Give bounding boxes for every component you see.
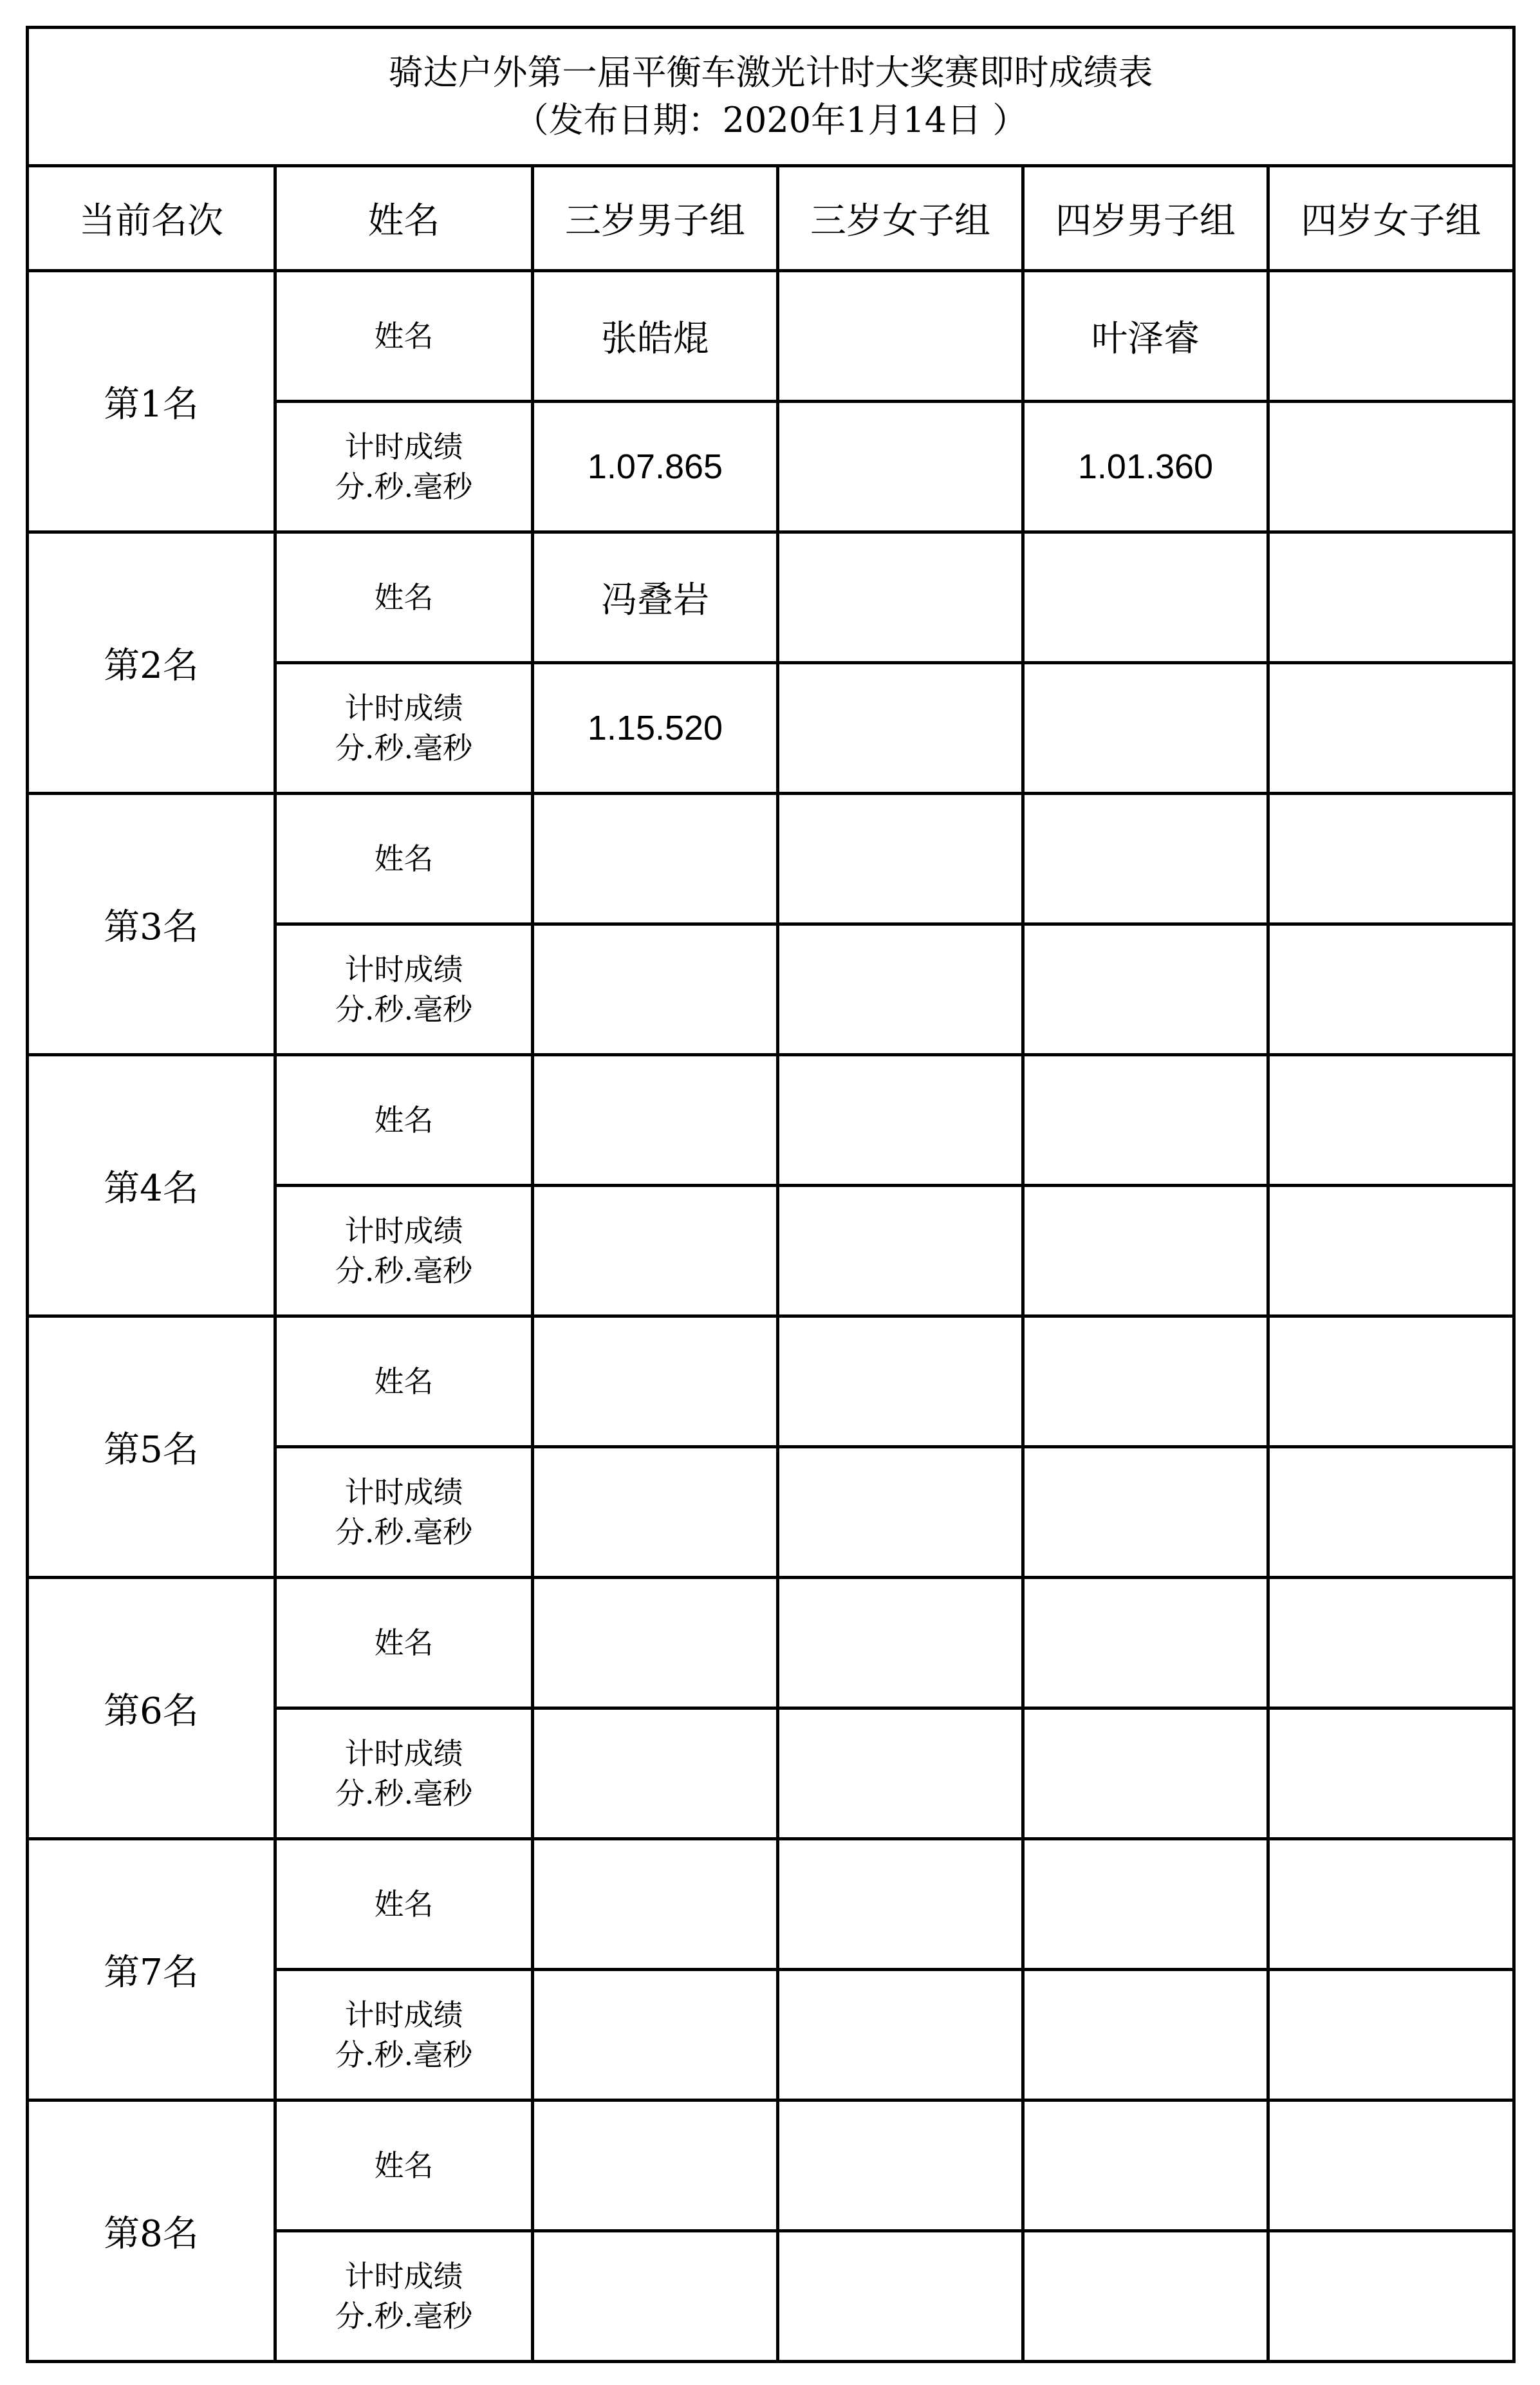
- name-cell: [533, 1055, 778, 1186]
- name-label: 姓名: [275, 1578, 533, 1708]
- time-label: [275, 1970, 533, 2100]
- time-cell: 1.01.360: [1023, 402, 1268, 532]
- time-label-line2: 分.秒.毫秒: [335, 1253, 473, 1288]
- time-cell: [1268, 663, 1514, 794]
- time-cell: [1268, 924, 1514, 1055]
- time-label-line2: 分.秒.毫秒: [335, 992, 473, 1027]
- title-cell: [28, 28, 1514, 166]
- name-cell: [533, 1839, 778, 1970]
- rank-cell: 第4名: [28, 1055, 275, 1316]
- time-cell: [533, 1447, 778, 1578]
- title-row: [28, 28, 1514, 166]
- rank-cell: 第7名: [28, 1839, 275, 2100]
- name-cell: [1268, 1578, 1514, 1708]
- name-cell: [533, 2100, 778, 2231]
- time-cell: [1023, 1186, 1268, 1316]
- header-row: [28, 166, 1514, 271]
- name-cell: [1023, 2100, 1268, 2231]
- time-cell: [533, 1708, 778, 1839]
- name-cell: [533, 794, 778, 924]
- header-3yr-boys: 三岁男子组: [533, 166, 778, 271]
- name-cell: [1268, 794, 1514, 924]
- rank-name-row: [28, 2100, 1514, 2231]
- name-cell: [1268, 1055, 1514, 1186]
- time-cell: [1268, 1186, 1514, 1316]
- name-label: 姓名: [275, 1055, 533, 1186]
- time-label-line2: 分.秒.毫秒: [335, 1776, 473, 1811]
- time-cell: 1.07.865: [533, 402, 778, 532]
- time-label-line1: 计时成绩: [344, 1475, 463, 1510]
- time-cell: [1268, 1708, 1514, 1839]
- time-label-line1: 计时成绩: [344, 1997, 463, 2032]
- time-label: [275, 1447, 533, 1578]
- time-cell: [533, 924, 778, 1055]
- time-label-line1: 计时成绩: [344, 691, 463, 725]
- time-cell: [1268, 402, 1514, 532]
- time-label: [275, 663, 533, 794]
- time-label-line1: 计时成绩: [344, 2259, 463, 2294]
- rank-cell: 第5名: [28, 1316, 275, 1578]
- header-rank: 当前名次: [28, 166, 275, 271]
- name-cell: [778, 1578, 1023, 1708]
- name-cell: [778, 2100, 1023, 2231]
- time-cell: 1.15.520: [533, 663, 778, 794]
- time-cell: [533, 2231, 778, 2362]
- name-label: 姓名: [275, 271, 533, 402]
- name-cell: [1023, 794, 1268, 924]
- time-cell: [778, 2231, 1023, 2362]
- name-cell: [1023, 1839, 1268, 1970]
- name-cell: [778, 532, 1023, 663]
- rank-name-row: [28, 532, 1514, 663]
- results-table: [26, 26, 1516, 2363]
- rank-name-row: [28, 1578, 1514, 1708]
- rank-cell: 第8名: [28, 2100, 275, 2362]
- time-cell: [778, 402, 1023, 532]
- time-label-line1: 计时成绩: [344, 429, 463, 464]
- publish-date: （发布日期：2020年1月14日 ）: [514, 100, 1028, 140]
- rank-name-row: [28, 1316, 1514, 1447]
- name-cell: [1023, 1055, 1268, 1186]
- name-cell: 叶泽睿: [1023, 271, 1268, 402]
- name-cell: [533, 1578, 778, 1708]
- rank-name-row: [28, 1055, 1514, 1186]
- time-label-line2: 分.秒.毫秒: [335, 1515, 473, 1549]
- name-label: 姓名: [275, 532, 533, 663]
- name-cell: [1268, 532, 1514, 663]
- name-cell: [778, 1055, 1023, 1186]
- time-label-line2: 分.秒.毫秒: [335, 2037, 473, 2072]
- header-4yr-girls: 四岁女子组: [1268, 166, 1514, 271]
- time-cell: [778, 1708, 1023, 1839]
- rank-name-row: [28, 271, 1514, 402]
- rank-cell: 第2名: [28, 532, 275, 794]
- time-cell: [1023, 1970, 1268, 2100]
- time-label-line1: 计时成绩: [344, 1736, 463, 1771]
- name-cell: [1023, 532, 1268, 663]
- time-cell: [1023, 1708, 1268, 1839]
- name-cell: [778, 1839, 1023, 1970]
- name-cell: [778, 271, 1023, 402]
- time-cell: [1268, 1970, 1514, 2100]
- header-4yr-boys: 四岁男子组: [1023, 166, 1268, 271]
- time-cell: [778, 924, 1023, 1055]
- name-label: 姓名: [275, 794, 533, 924]
- header-label: 姓名: [275, 166, 533, 271]
- name-cell: 冯叠岩: [533, 532, 778, 663]
- time-cell: [1023, 924, 1268, 1055]
- name-cell: [1268, 1839, 1514, 1970]
- time-label-line2: 分.秒.毫秒: [335, 2299, 473, 2334]
- time-cell: [1023, 1447, 1268, 1578]
- time-label-line1: 计时成绩: [344, 1213, 463, 1248]
- time-cell: [533, 1970, 778, 2100]
- time-cell: [778, 1970, 1023, 2100]
- time-label-line1: 计时成绩: [344, 952, 463, 987]
- header-3yr-girls: 三岁女子组: [778, 166, 1023, 271]
- rank-cell: 第1名: [28, 271, 275, 532]
- time-cell: [1023, 663, 1268, 794]
- rank-name-row: [28, 794, 1514, 924]
- rank-cell: 第3名: [28, 794, 275, 1055]
- name-cell: [533, 1316, 778, 1447]
- time-label-line2: 分.秒.毫秒: [335, 731, 473, 765]
- name-cell: [1023, 1316, 1268, 1447]
- time-cell: [1268, 1447, 1514, 1578]
- name-cell: [1268, 1316, 1514, 1447]
- time-cell: [778, 663, 1023, 794]
- page-title: 骑达户外第一届平衡车激光计时大奖赛即时成绩表: [388, 52, 1153, 93]
- name-cell: [1268, 271, 1514, 402]
- name-cell: [778, 794, 1023, 924]
- time-label: [275, 924, 533, 1055]
- rank-name-row: [28, 1839, 1514, 1970]
- name-label: 姓名: [275, 1316, 533, 1447]
- name-label: 姓名: [275, 2100, 533, 2231]
- name-cell: [1023, 1578, 1268, 1708]
- name-cell: 张皓焜: [533, 271, 778, 402]
- rank-cell: 第6名: [28, 1578, 275, 1839]
- time-cell: [533, 1186, 778, 1316]
- time-cell: [778, 1447, 1023, 1578]
- time-label: [275, 402, 533, 532]
- time-cell: [1268, 2231, 1514, 2362]
- time-label: [275, 1708, 533, 1839]
- name-cell: [1268, 2100, 1514, 2231]
- name-cell: [778, 1316, 1023, 1447]
- time-cell: [778, 1186, 1023, 1316]
- name-label: 姓名: [275, 1839, 533, 1970]
- time-label-line2: 分.秒.毫秒: [335, 469, 473, 504]
- time-label: [275, 2231, 533, 2362]
- time-label: [275, 1186, 533, 1316]
- time-cell: [1023, 2231, 1268, 2362]
